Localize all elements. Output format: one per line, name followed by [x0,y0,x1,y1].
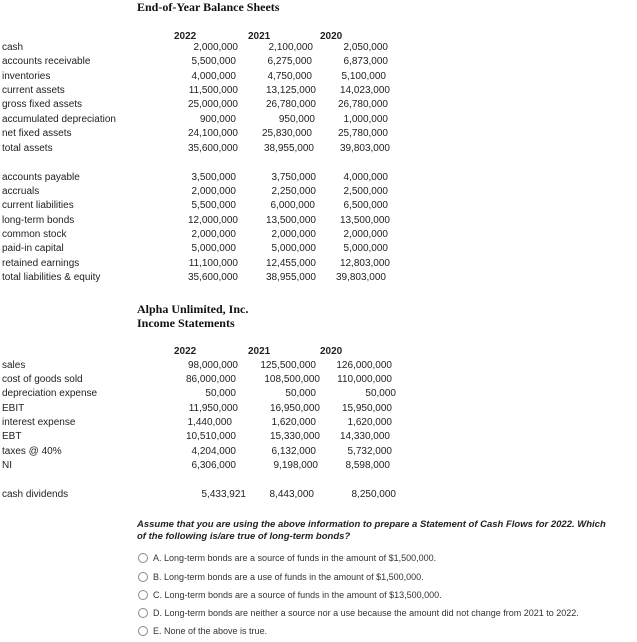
question-text: Assume that you are using the above information to prepare a Statement of Cash Flows for 2022. Which of the following is/are true of long-term bonds? [137,519,606,542]
row-value: 5,732,000 [347,446,392,457]
row-value: 12,000,000 [187,215,238,226]
option-label: A. Long-term bonds are a source of funds in the amount of $1,500,000. [153,552,437,563]
row-value: 12,803,000 [339,258,390,269]
row-value: 2,000,000 [193,42,238,53]
row-value: 2,000,000 [191,229,236,240]
row-value: 2,000,000 [191,186,236,197]
row-value: 8,598,000 [345,460,390,471]
row-value: 1,620,000 [271,417,316,428]
option-d[interactable] [138,606,579,619]
row-value: 25,780,000 [337,128,388,139]
company-name: Alpha Unlimited, Inc. [137,302,249,316]
row-value: 86,000,000 [185,374,236,385]
row-value: 4,000,000 [343,172,388,183]
row-value: 25,830,000 [261,128,312,139]
row-label: current assets [2,85,65,96]
row-value: 38,955,000 [265,272,316,283]
row-value: 5,500,000 [191,200,236,211]
row-value: 110,000,000 [337,374,392,385]
row-value: 6,132,000 [271,446,316,457]
row-label: inventories [2,71,51,82]
row-label: NI [2,460,12,471]
row-label: accounts receivable [2,56,91,67]
row-label: sales [2,360,26,371]
row-label: accumulated depreciation [2,114,116,125]
income-year-2021: 2021 [248,346,271,357]
radio-button[interactable] [138,572,148,582]
row-value: 5,000,000 [191,243,236,254]
option-label: C. Long-term bonds are a source of funds in the amount of $13,500,000. [153,589,442,600]
row-label: gross fixed assets [2,99,83,110]
row-value: 2,500,000 [343,186,388,197]
row-label: common stock [2,229,67,240]
row-value: 50,000 [365,388,396,399]
row-value: 14,023,000 [339,85,390,96]
row-value: 39,803,000 [339,143,390,154]
option-label: B. Long-term bonds are a use of funds in the amount of $1,500,000. [153,571,424,582]
row-value: 5,000,000 [271,243,316,254]
row-value: 50,000 [285,388,316,399]
row-value: 35,600,000 [187,143,238,154]
row-value: 13,500,000 [265,215,316,226]
row-value: 50,000 [205,388,236,399]
row-value: 26,780,000 [265,99,316,110]
income-year-2020: 2020 [320,346,343,357]
row-value: 98,000,000 [187,360,238,371]
row-value: 13,500,000 [339,215,390,226]
balance-sheet-title: End-of-Year Balance Sheets [137,0,280,14]
row-label: taxes @ 40% [2,446,62,457]
row-value: 6,306,000 [191,460,236,471]
balance-year-2022: 2022 [174,31,197,42]
row-value: 2,050,000 [343,42,388,53]
row-value: 1,620,000 [347,417,392,428]
row-value: 11,500,000 [188,85,238,96]
row-value: 5,000,000 [343,243,388,254]
row-value: 950,000 [278,114,315,125]
row-value: 8,250,000 [351,489,396,500]
row-label: interest expense [2,417,76,428]
row-value: 35,600,000 [187,272,238,283]
row-value: 2,250,000 [271,186,316,197]
row-label: net fixed assets [2,128,72,139]
row-value: 5,433,921 [201,489,246,500]
row-value: 14,330,000 [339,431,390,442]
option-label: E. None of the above is true. [153,625,268,636]
row-value: 5,500,000 [191,56,236,67]
row-value: 1,000,000 [343,114,388,125]
option-e[interactable] [138,624,267,637]
row-value: 125,500,000 [260,360,316,371]
row-value: 39,803,000 [335,272,386,283]
row-value: 2,000,000 [271,229,316,240]
row-value: 26,780,000 [337,99,388,110]
row-value: 2,100,000 [268,42,313,53]
row-value: 5,100,000 [341,71,386,82]
row-value: 16,950,000 [269,403,320,414]
balance-year-2020: 2020 [320,31,343,42]
row-value: 15,330,000 [269,431,320,442]
row-value: 108,500,000 [264,374,320,385]
row-label: cost of goods sold [2,374,83,385]
row-value: 8,443,000 [269,489,314,500]
row-value: 24,100,000 [187,128,238,139]
row-label: depreciation expense [2,388,98,399]
row-value: 6,873,000 [343,56,388,67]
row-value: 12,455,000 [265,258,316,269]
row-value: 38,955,000 [263,143,314,154]
row-value: 9,198,000 [273,460,318,471]
row-value: 11,100,000 [188,258,238,269]
row-label: retained earnings [2,258,80,269]
row-label: current liabilities [2,200,74,211]
option-c[interactable] [138,588,442,601]
option-label: D. Long-term bonds are neither a source nor a use because the amount did not change from 2021 to 2022. [153,607,579,618]
radio-button[interactable] [138,590,148,600]
radio-button[interactable] [138,608,148,618]
row-label: EBIT [2,403,25,414]
row-value: 13,125,000 [265,85,316,96]
row-value: 1,440,000 [187,417,232,428]
row-value: 11,950,000 [188,403,238,414]
option-b[interactable] [138,570,424,583]
row-value: 10,510,000 [185,431,236,442]
row-value: 6,275,000 [267,56,312,67]
row-value: 3,750,000 [271,172,316,183]
income-statement-title: Income Statements [137,316,235,330]
row-label: cash dividends [2,489,69,500]
row-label: accounts payable [2,172,80,183]
row-value: 4,750,000 [267,71,312,82]
row-value: 6,500,000 [343,200,388,211]
option-a[interactable] [138,551,436,564]
radio-button[interactable] [138,553,148,563]
radio-button[interactable] [138,626,148,636]
income-year-2022: 2022 [174,346,197,357]
row-value: 15,950,000 [341,403,392,414]
row-value: 900,000 [199,114,236,125]
row-label: cash [2,42,24,53]
row-label: total liabilities & equity [2,272,101,283]
row-label: accruals [2,186,40,197]
row-value: 4,204,000 [191,446,236,457]
balance-year-2021: 2021 [248,31,271,42]
row-value: 126,000,000 [336,360,392,371]
row-value: 25,000,000 [187,99,238,110]
row-value: 6,000,000 [270,200,315,211]
row-value: 2,000,000 [343,229,388,240]
row-value: 3,500,000 [191,172,236,183]
row-label: long-term bonds [2,215,75,226]
row-label: EBT [2,431,22,442]
row-label: paid-in capital [2,243,64,254]
row-label: total assets [2,143,53,154]
row-value: 4,000,000 [191,71,236,82]
